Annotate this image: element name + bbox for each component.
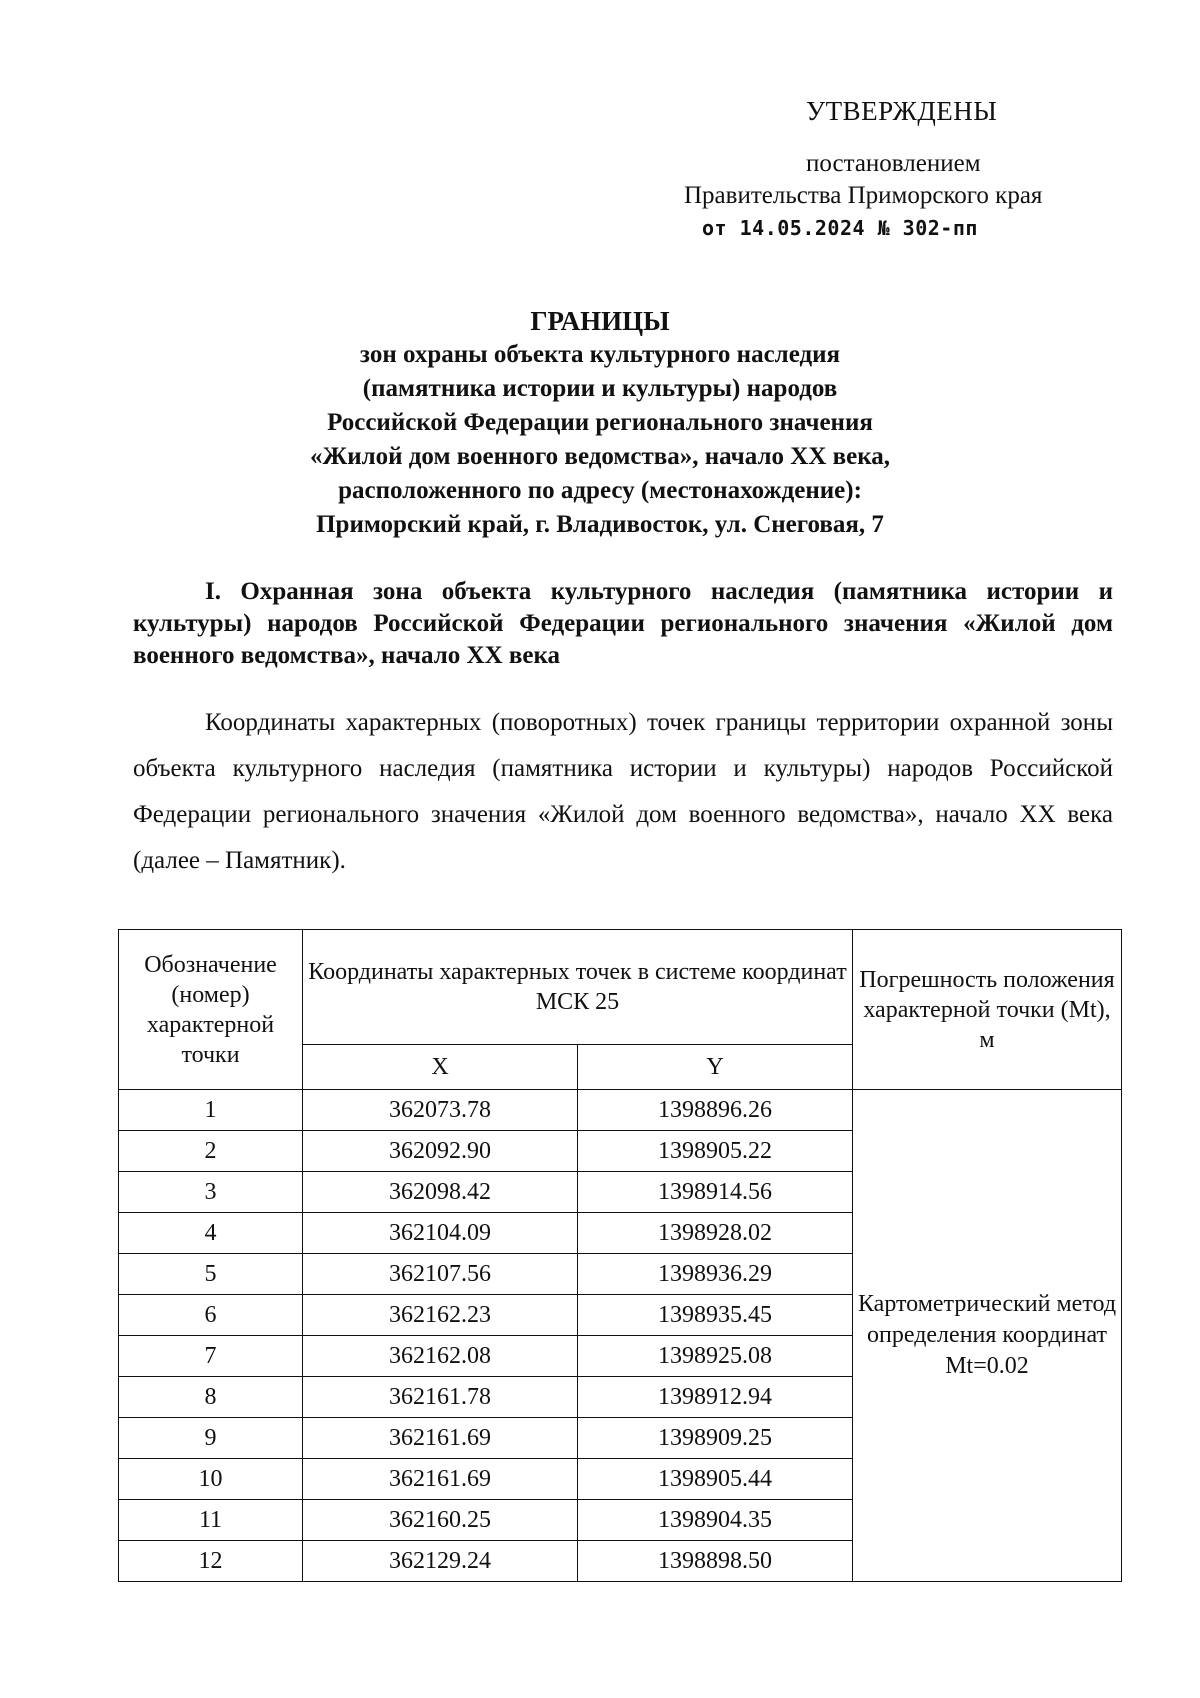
x-value: 362162.23 <box>303 1295 578 1336</box>
point-number: 4 <box>119 1213 303 1254</box>
title-line: «Жилой дом военного ведомства», начало XX века, <box>309 443 891 470</box>
title-line: зон охраны объекта культурного наследия <box>359 341 841 368</box>
y-value: 1398905.22 <box>578 1131 853 1172</box>
point-number: 11 <box>119 1500 303 1541</box>
section-paragraph: Координаты характерных (поворотных) точек границы территории охранной зоны объекта культурного наследия (памятника истории и культуры) народов Российской Федерации регионального значения «Жилой дом военного ведомства», начало XX века (далее – Памятник). <box>133 709 1113 874</box>
table-row <box>119 1090 1122 1131</box>
error-value: Картометрический метод определения координат Mt=0.02 <box>853 1090 1122 1582</box>
point-number: 5 <box>119 1254 303 1295</box>
y-value: 1398935.45 <box>578 1295 853 1336</box>
y-value: 1398914.56 <box>578 1172 853 1213</box>
y-value: 1398904.35 <box>578 1500 853 1541</box>
x-value: 362160.25 <box>303 1500 578 1541</box>
x-value: 362162.08 <box>303 1336 578 1377</box>
point-number: 1 <box>119 1090 303 1131</box>
x-value: 362073.78 <box>303 1090 578 1131</box>
point-number: 6 <box>119 1295 303 1336</box>
x-value: 362129.24 <box>303 1541 578 1582</box>
table-header-row <box>119 930 1122 1045</box>
y-value: 1398912.94 <box>578 1377 853 1418</box>
title-line: (памятника истории и культуры) народов <box>362 375 838 402</box>
document-title: ГРАНИЦЫ <box>530 306 670 336</box>
document-title-block <box>140 304 1060 542</box>
x-value: 362161.69 <box>303 1418 578 1459</box>
x-value: 362161.78 <box>303 1377 578 1418</box>
point-number: 2 <box>119 1131 303 1172</box>
y-value: 1398905.44 <box>578 1459 853 1500</box>
section-heading: I. Охранная зона объекта культурного наследия (памятника истории и культуры) народов Российской Федерации регионального значения «Жилой дом военного ведомства», начало XX века <box>133 578 1113 669</box>
x-value: 362098.42 <box>303 1172 578 1213</box>
approval-authority: Правительства Приморского края <box>684 182 1043 209</box>
x-value: 362161.69 <box>303 1459 578 1500</box>
point-number: 9 <box>119 1418 303 1459</box>
header-x: X <box>303 1045 578 1090</box>
point-number: 3 <box>119 1172 303 1213</box>
y-value: 1398925.08 <box>578 1336 853 1377</box>
y-value: 1398909.25 <box>578 1418 853 1459</box>
header-point-number: Обозначение (номер) характерной точки <box>119 930 303 1090</box>
title-line: Российской Федерации регионального значения <box>327 409 873 436</box>
x-value: 362107.56 <box>303 1254 578 1295</box>
y-value: 1398898.50 <box>578 1541 853 1582</box>
title-line: расположенного по адресу (местонахождение): <box>338 477 862 504</box>
y-value: 1398896.26 <box>578 1090 853 1131</box>
x-value: 362092.90 <box>303 1131 578 1172</box>
point-number: 10 <box>119 1459 303 1500</box>
x-value: 362104.09 <box>303 1213 578 1254</box>
approved-label: УТВЕРЖДЕНЫ <box>806 96 998 126</box>
title-line: Приморский край, г. Владивосток, ул. Снеговая, 7 <box>316 511 884 538</box>
header-y: Y <box>578 1045 853 1090</box>
header-error: Погрешность положения характерной точки (Mt), м <box>853 930 1122 1090</box>
header-coordinates: Координаты характерных точек в системе координат МСК 25 <box>303 930 853 1045</box>
point-number: 8 <box>119 1377 303 1418</box>
y-value: 1398936.29 <box>578 1254 853 1295</box>
coordinates-table <box>118 929 1122 1582</box>
point-number: 7 <box>119 1336 303 1377</box>
point-number: 12 <box>119 1541 303 1582</box>
y-value: 1398928.02 <box>578 1213 853 1254</box>
approval-decree-label: постановлением <box>806 150 981 177</box>
approval-date-number: от 14.05.2024 № 302-пп <box>702 216 978 240</box>
